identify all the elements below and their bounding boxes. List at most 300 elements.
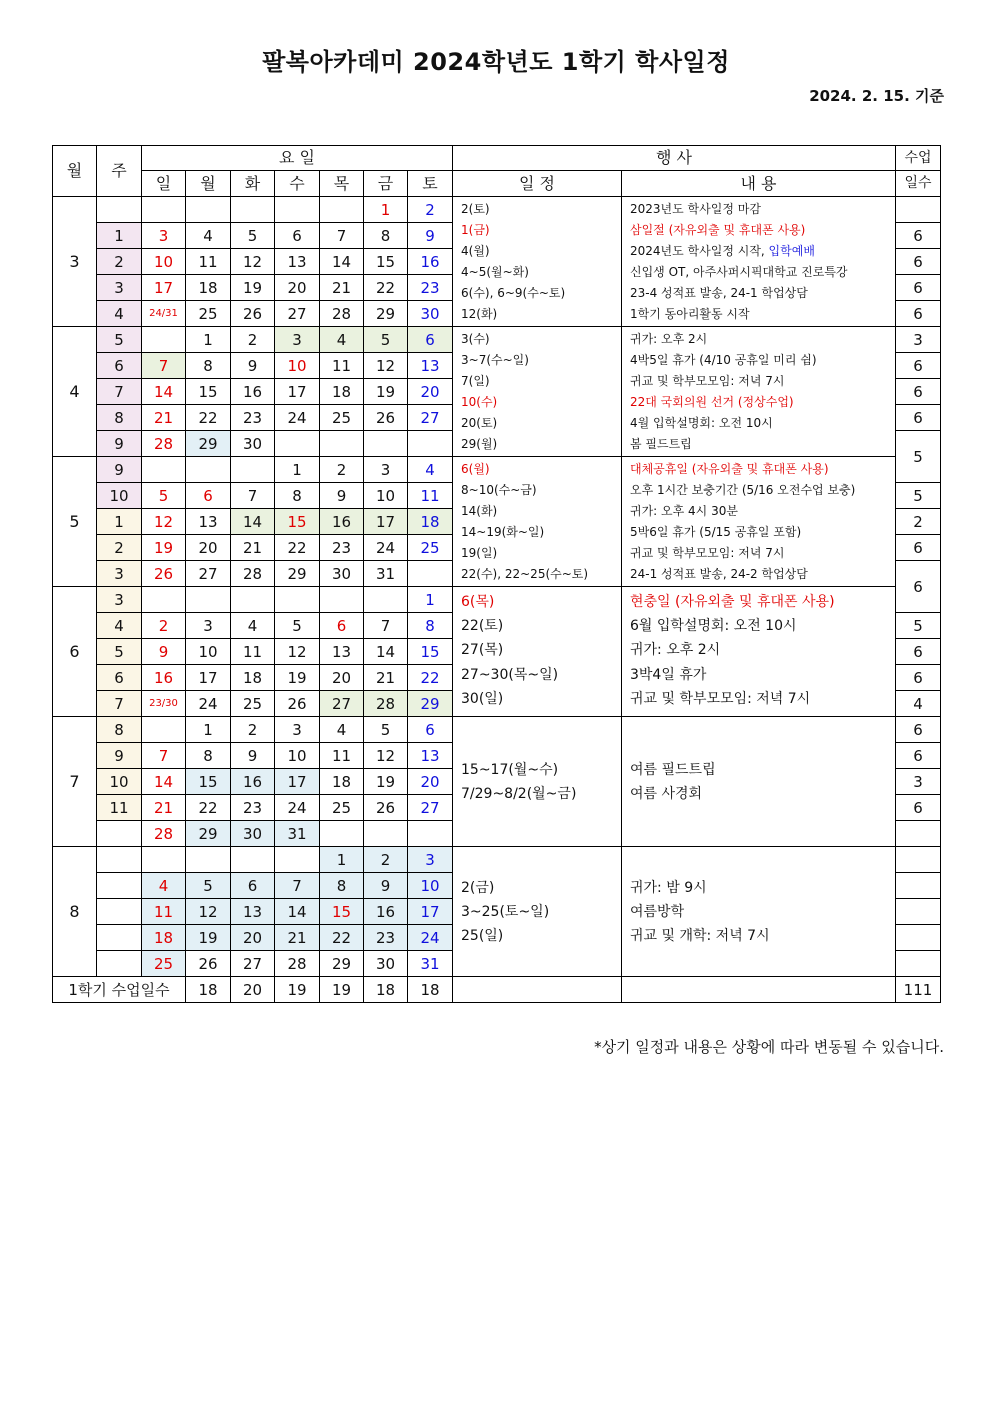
day-cell-sat: 2	[408, 197, 453, 223]
day-cell-fri: 5	[364, 717, 408, 743]
day-cell-mon: 3	[186, 613, 231, 639]
month-cell: 6	[53, 587, 97, 717]
event-content-line	[630, 434, 895, 455]
event-content-text: 신입생 OT, 아주사퍼시픽대학교 진로특강	[630, 265, 848, 279]
event-date-line	[461, 522, 621, 543]
event-date-line	[461, 638, 621, 662]
event-content-line	[630, 638, 895, 662]
class-days-cell: 6	[896, 717, 941, 743]
day-cell-thu: 13	[320, 639, 364, 665]
week-number-cell: 2	[97, 535, 142, 561]
event-date-line	[461, 614, 621, 638]
class-days-cell: 4	[896, 691, 941, 717]
day-cell-tue	[231, 587, 275, 613]
event-content-line	[630, 782, 895, 806]
day-cell-fri: 22	[364, 275, 408, 301]
day-cell-sun: 28	[142, 431, 186, 457]
day-cell-sun: 19	[142, 535, 186, 561]
class-days-cell: 5	[896, 613, 941, 639]
day-cell-sun: 12	[142, 509, 186, 535]
event-date-text: 3~25(토~일)	[461, 903, 550, 920]
day-cell-fri: 3	[364, 457, 408, 483]
event-content-line	[630, 522, 895, 543]
reference-date: 2024. 2. 15. 기준	[809, 87, 944, 105]
event-content-line	[630, 283, 895, 304]
event-content-line	[630, 663, 895, 687]
day-cell-wed: 26	[275, 691, 320, 717]
summary-thu: 19	[320, 977, 364, 1003]
day-cell-sun: 18	[142, 925, 186, 951]
class-days-cell: 6	[896, 223, 941, 249]
event-date-text: 10(수)	[461, 395, 498, 409]
day-cell-fri: 8	[364, 223, 408, 249]
day-cell-sat: 16	[408, 249, 453, 275]
day-cell-wed: 22	[275, 535, 320, 561]
day-cell-wed: 29	[275, 561, 320, 587]
event-content-line	[630, 304, 895, 325]
week-number-cell: 8	[97, 405, 142, 431]
event-schedule-cell	[453, 587, 622, 717]
day-cell-mon: 6	[186, 483, 231, 509]
day-cell-wed: 20	[275, 275, 320, 301]
event-content-text: 여름 필드트립	[630, 761, 716, 778]
event-content-line	[630, 241, 895, 262]
day-cell-tue: 19	[231, 275, 275, 301]
event-content-text: 오후 1시간 보충기간 (5/16 오전수업 보충)	[630, 483, 856, 497]
day-cell-sun: 7	[142, 743, 186, 769]
event-content-text: 귀가: 오후 2시	[630, 642, 721, 659]
event-date-line	[461, 480, 621, 501]
day-cell-sat: 22	[408, 665, 453, 691]
header-day-fri: 금	[364, 171, 408, 197]
event-content-text: 귀가: 오후 4시 30분	[630, 504, 738, 518]
day-cell-sat: 20	[408, 769, 453, 795]
class-days-cell	[896, 925, 941, 951]
class-days-cell: 6	[896, 275, 941, 301]
day-cell-tue	[231, 197, 275, 223]
event-content-line	[630, 687, 895, 711]
event-schedule-cell	[453, 327, 622, 457]
week-number-cell: 9	[97, 743, 142, 769]
day-cell-wed: 8	[275, 483, 320, 509]
day-cell-wed: 5	[275, 613, 320, 639]
day-cell-sat: 4	[408, 457, 453, 483]
day-cell-wed: 19	[275, 665, 320, 691]
day-cell-sun: 14	[142, 769, 186, 795]
week-number-cell	[97, 847, 142, 873]
day-cell-tue: 9	[231, 743, 275, 769]
event-content-line	[630, 459, 895, 480]
day-cell-fri: 23	[364, 925, 408, 951]
day-cell-sat: 11	[408, 483, 453, 509]
week-row	[53, 457, 941, 483]
day-cell-wed	[275, 587, 320, 613]
day-cell-thu: 21	[320, 275, 364, 301]
week-number-cell	[97, 925, 142, 951]
header-events-group: 행 사	[453, 146, 896, 171]
day-cell-wed: 6	[275, 223, 320, 249]
week-number-cell: 4	[97, 613, 142, 639]
day-cell-thu: 4	[320, 717, 364, 743]
academic-calendar-table	[52, 145, 941, 1003]
event-date-text: 22(수), 22~25(수~토)	[461, 567, 589, 581]
event-content-text: 귀교 및 학부모모임: 저녁 7시	[630, 690, 811, 707]
event-content-line	[630, 480, 895, 501]
day-cell-fri: 12	[364, 353, 408, 379]
header-day-sat: 토	[408, 171, 453, 197]
day-cell-fri: 19	[364, 379, 408, 405]
event-content-text: 1학기 동아리활동 시작	[630, 307, 750, 321]
day-cell-mon: 10	[186, 639, 231, 665]
week-number-cell: 6	[97, 665, 142, 691]
day-cell-sat	[408, 821, 453, 847]
day-cell-sun: 24/31	[142, 301, 186, 327]
day-cell-thu	[320, 197, 364, 223]
class-days-cell: 5	[896, 431, 941, 483]
day-cell-sun: 4	[142, 873, 186, 899]
day-cell-tue: 4	[231, 613, 275, 639]
event-date-text: 6(수), 6~9(수~토)	[461, 286, 566, 300]
summary-fri: 18	[364, 977, 408, 1003]
day-cell-sun	[142, 717, 186, 743]
event-date-text: 19(일)	[461, 546, 498, 560]
class-days-cell: 6	[896, 561, 941, 613]
event-content-text: 봄 필드트립	[630, 437, 692, 451]
class-days-cell	[896, 899, 941, 925]
event-date-line	[461, 241, 621, 262]
event-content-text: 귀가: 밤 9시	[630, 879, 707, 896]
day-cell-fri: 26	[364, 795, 408, 821]
class-days-cell: 6	[896, 379, 941, 405]
day-cell-fri: 15	[364, 249, 408, 275]
day-cell-wed	[275, 847, 320, 873]
page-title: 팔복아카데미 2024학년도 1학기 학사일정	[262, 48, 730, 76]
day-cell-tue: 16	[231, 379, 275, 405]
day-cell-wed: 1	[275, 457, 320, 483]
day-cell-fri: 16	[364, 899, 408, 925]
class-days-cell: 2	[896, 509, 941, 535]
day-cell-fri: 29	[364, 301, 408, 327]
day-cell-fri: 21	[364, 665, 408, 691]
summary-tue: 20	[231, 977, 275, 1003]
day-cell-wed	[275, 197, 320, 223]
footnote: *상기 일정과 내용은 상황에 따라 변동될 수 있습니다.	[594, 1038, 944, 1056]
day-cell-tue: 27	[231, 951, 275, 977]
week-number-cell: 3	[97, 275, 142, 301]
day-cell-sat: 30	[408, 301, 453, 327]
day-cell-tue: 23	[231, 405, 275, 431]
day-cell-fri	[364, 431, 408, 457]
event-content-text: 여름방학	[630, 903, 685, 920]
day-cell-thu: 7	[320, 223, 364, 249]
event-date-text: 4(월)	[461, 244, 490, 258]
class-days-cell: 6	[896, 743, 941, 769]
week-number-cell: 6	[97, 353, 142, 379]
event-content-text: 귀교 및 학부모모임: 저녁 7시	[630, 546, 785, 560]
day-cell-thu: 9	[320, 483, 364, 509]
event-date-line	[461, 900, 621, 924]
event-date-line	[461, 459, 621, 480]
event-date-text: 22(토)	[461, 618, 504, 635]
day-cell-fri: 5	[364, 327, 408, 353]
day-cell-mon: 1	[186, 327, 231, 353]
event-content-line	[630, 329, 895, 350]
event-date-line	[461, 663, 621, 687]
class-days-cell	[896, 951, 941, 977]
event-content-cell	[622, 717, 896, 847]
day-cell-fri: 12	[364, 743, 408, 769]
event-date-text: 30(일)	[461, 690, 504, 707]
event-content-line	[630, 501, 895, 522]
day-cell-thu: 16	[320, 509, 364, 535]
day-cell-sat	[408, 431, 453, 457]
day-cell-tue: 30	[231, 821, 275, 847]
day-cell-mon: 24	[186, 691, 231, 717]
day-cell-thu: 25	[320, 795, 364, 821]
event-date-line	[461, 304, 621, 325]
day-cell-wed: 24	[275, 795, 320, 821]
day-cell-sun: 26	[142, 561, 186, 587]
day-cell-wed: 15	[275, 509, 320, 535]
header-content: 내 용	[622, 171, 896, 197]
event-schedule-cell	[453, 717, 622, 847]
day-cell-mon: 17	[186, 665, 231, 691]
event-date-line	[461, 590, 621, 614]
day-cell-sat: 3	[408, 847, 453, 873]
week-row	[53, 717, 941, 743]
week-number-cell: 7	[97, 691, 142, 717]
day-cell-wed: 17	[275, 379, 320, 405]
day-cell-sun: 14	[142, 379, 186, 405]
day-cell-mon: 20	[186, 535, 231, 561]
week-number-cell: 5	[97, 327, 142, 353]
week-number-cell: 10	[97, 483, 142, 509]
day-cell-fri: 26	[364, 405, 408, 431]
event-date-text: 29(월)	[461, 437, 498, 451]
event-content-text: 여름 사경회	[630, 785, 703, 802]
month-cell: 5	[53, 457, 97, 587]
day-cell-mon: 12	[186, 899, 231, 925]
day-cell-sat: 23	[408, 275, 453, 301]
day-cell-thu: 2	[320, 457, 364, 483]
header-schedule: 일 정	[453, 171, 622, 197]
day-cell-thu: 30	[320, 561, 364, 587]
day-cell-sat: 29	[408, 691, 453, 717]
day-cell-thu: 27	[320, 691, 364, 717]
day-cell-thu	[320, 821, 364, 847]
week-row	[53, 327, 941, 353]
class-days-cell: 3	[896, 327, 941, 353]
event-date-text: 3~7(수~일)	[461, 353, 529, 367]
week-number-cell: 1	[97, 223, 142, 249]
week-row	[53, 197, 941, 223]
day-cell-tue: 26	[231, 301, 275, 327]
class-days-cell: 6	[896, 249, 941, 275]
day-cell-thu: 18	[320, 379, 364, 405]
month-cell: 7	[53, 717, 97, 847]
event-content-text: 5박6일 휴가 (5/15 공휴일 포함)	[630, 525, 802, 539]
week-number-cell	[97, 951, 142, 977]
header-day-tue: 화	[231, 171, 275, 197]
class-days-cell	[896, 821, 941, 847]
class-days-cell: 6	[896, 665, 941, 691]
day-cell-mon	[186, 587, 231, 613]
event-date-text: 25(일)	[461, 927, 504, 944]
day-cell-sun: 9	[142, 639, 186, 665]
day-cell-sun: 28	[142, 821, 186, 847]
day-cell-sat: 20	[408, 379, 453, 405]
week-number-cell: 10	[97, 769, 142, 795]
day-cell-sun	[142, 847, 186, 873]
day-cell-sat: 31	[408, 951, 453, 977]
day-cell-fri: 19	[364, 769, 408, 795]
event-content-cell	[622, 587, 896, 717]
event-date-line	[461, 283, 621, 304]
event-date-text: 6(월)	[461, 462, 490, 476]
event-date-line	[461, 262, 621, 283]
day-cell-sun: 21	[142, 795, 186, 821]
day-cell-wed: 24	[275, 405, 320, 431]
day-cell-sat: 27	[408, 405, 453, 431]
class-days-cell: 6	[896, 405, 941, 431]
header-day-mon: 월	[186, 171, 231, 197]
day-cell-tue: 7	[231, 483, 275, 509]
header-day-thu: 목	[320, 171, 364, 197]
day-cell-wed: 12	[275, 639, 320, 665]
day-cell-sat: 6	[408, 717, 453, 743]
event-content-line	[630, 900, 895, 924]
summary-total: 111	[896, 977, 941, 1003]
event-date-text: 15~17(월~수)	[461, 761, 559, 778]
day-cell-wed: 17	[275, 769, 320, 795]
event-content-line	[630, 590, 895, 614]
event-date-line	[461, 329, 621, 350]
event-content-line	[630, 262, 895, 283]
event-content-line	[630, 392, 895, 413]
schedule-table-wrapper	[52, 145, 941, 1003]
event-date-text: 27(목)	[461, 642, 504, 659]
day-cell-mon: 29	[186, 821, 231, 847]
header-class-days-1: 수업	[896, 146, 941, 171]
event-content-text: 입학예배	[768, 244, 815, 258]
week-number-cell: 9	[97, 457, 142, 483]
day-cell-mon: 8	[186, 743, 231, 769]
day-cell-sun	[142, 457, 186, 483]
day-cell-tue: 2	[231, 327, 275, 353]
day-cell-wed: 13	[275, 249, 320, 275]
class-days-cell	[896, 847, 941, 873]
day-cell-wed: 28	[275, 951, 320, 977]
day-cell-tue: 20	[231, 925, 275, 951]
day-cell-sat: 9	[408, 223, 453, 249]
event-content-cell	[622, 197, 896, 327]
day-cell-sun	[142, 197, 186, 223]
week-number-cell: 1	[97, 509, 142, 535]
event-content-cell	[622, 457, 896, 587]
event-content-text: 대체공휴일 (자유외출 및 휴대폰 사용)	[630, 462, 829, 476]
day-cell-thu: 6	[320, 613, 364, 639]
class-days-cell: 6	[896, 535, 941, 561]
day-cell-wed: 10	[275, 353, 320, 379]
day-cell-sun: 7	[142, 353, 186, 379]
day-cell-sun: 5	[142, 483, 186, 509]
event-content-line	[630, 543, 895, 564]
week-number-cell: 2	[97, 249, 142, 275]
day-cell-sun: 2	[142, 613, 186, 639]
day-cell-mon: 25	[186, 301, 231, 327]
day-cell-mon: 5	[186, 873, 231, 899]
day-cell-mon	[186, 197, 231, 223]
event-content-text: 삼일절 (자유외출 및 휴대폰 사용)	[630, 223, 806, 237]
day-cell-fri: 10	[364, 483, 408, 509]
week-number-cell: 7	[97, 379, 142, 405]
day-cell-sat: 13	[408, 743, 453, 769]
event-content-line	[630, 876, 895, 900]
month-cell: 8	[53, 847, 97, 977]
day-cell-fri: 7	[364, 613, 408, 639]
event-date-line	[461, 543, 621, 564]
month-cell: 3	[53, 197, 97, 327]
event-content-line	[630, 413, 895, 434]
day-cell-sat: 1	[408, 587, 453, 613]
day-cell-thu: 4	[320, 327, 364, 353]
event-content-text: 23-4 성적표 발송, 24-1 학업상담	[630, 286, 808, 300]
week-row	[53, 587, 941, 613]
day-cell-sun: 16	[142, 665, 186, 691]
event-date-line	[461, 413, 621, 434]
class-days-cell	[896, 197, 941, 223]
day-cell-sun: 21	[142, 405, 186, 431]
day-cell-sat: 18	[408, 509, 453, 535]
week-number-cell: 9	[97, 431, 142, 457]
week-number-cell: 3	[97, 587, 142, 613]
event-date-text: 14~19(화~일)	[461, 525, 545, 539]
day-cell-sat	[408, 561, 453, 587]
week-number-cell	[97, 899, 142, 925]
day-cell-thu: 1	[320, 847, 364, 873]
event-date-line	[461, 782, 621, 806]
event-date-line	[461, 350, 621, 371]
header-day-sun: 일	[142, 171, 186, 197]
event-content-text: 귀교 및 학부모모임: 저녁 7시	[630, 374, 785, 388]
day-cell-thu	[320, 587, 364, 613]
week-number-cell: 11	[97, 795, 142, 821]
day-cell-tue: 28	[231, 561, 275, 587]
day-cell-sun	[142, 587, 186, 613]
event-content-text: 2024년도 학사일정 시작,	[630, 244, 769, 258]
day-cell-thu: 20	[320, 665, 364, 691]
event-date-text: 20(토)	[461, 416, 498, 430]
event-content-text: 귀교 및 개학: 저녁 7시	[630, 927, 770, 944]
event-content-line	[630, 220, 895, 241]
event-date-line	[461, 199, 621, 220]
day-cell-fri: 30	[364, 951, 408, 977]
day-cell-sat: 17	[408, 899, 453, 925]
day-cell-thu: 14	[320, 249, 364, 275]
day-cell-tue: 2	[231, 717, 275, 743]
day-cell-thu: 8	[320, 873, 364, 899]
week-number-cell	[97, 197, 142, 223]
summary-empty-content	[622, 977, 896, 1003]
week-number-cell: 8	[97, 717, 142, 743]
event-content-line	[630, 924, 895, 948]
day-cell-wed: 7	[275, 873, 320, 899]
day-cell-tue: 14	[231, 509, 275, 535]
day-cell-sun: 10	[142, 249, 186, 275]
day-cell-sun	[142, 327, 186, 353]
week-number-cell	[97, 873, 142, 899]
day-cell-thu: 23	[320, 535, 364, 561]
